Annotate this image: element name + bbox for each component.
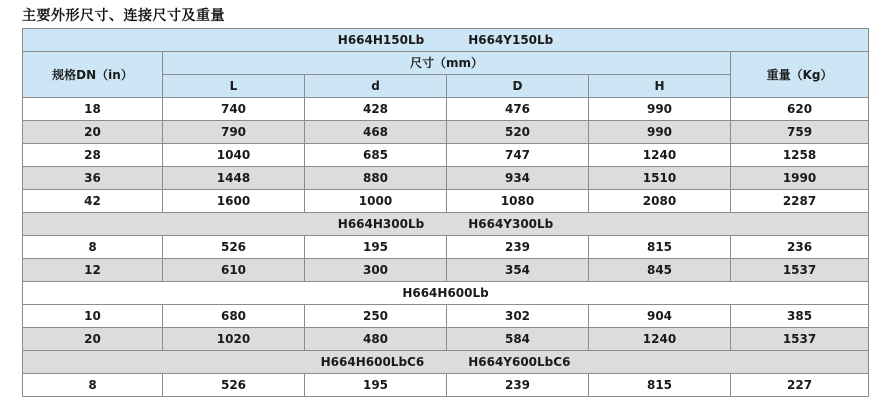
table-cell: 385 [731, 305, 869, 328]
table-cell: 1537 [731, 259, 869, 282]
model-header-cell [23, 213, 869, 236]
table-cell: 815 [589, 236, 731, 259]
table-cell: 747 [447, 144, 589, 167]
table-cell: 680 [163, 305, 305, 328]
table-cell: 1040 [163, 144, 305, 167]
table-cell: 250 [305, 305, 447, 328]
table-cell: 20 [23, 121, 163, 144]
table-cell: 934 [447, 167, 589, 190]
column-subheader: d [305, 75, 447, 98]
table-cell: 20 [23, 328, 163, 351]
table-row [23, 305, 869, 328]
table-cell: 584 [447, 328, 589, 351]
table-row [23, 190, 869, 213]
table-cell: 904 [589, 305, 731, 328]
table-cell: 468 [305, 121, 447, 144]
table-cell: 790 [163, 121, 305, 144]
table-row [23, 236, 869, 259]
table-cell: 526 [163, 236, 305, 259]
table-cell: 12 [23, 259, 163, 282]
table-cell: 8 [23, 374, 163, 397]
table-cell: 740 [163, 98, 305, 121]
table-cell: 1240 [589, 144, 731, 167]
table-cell: 2287 [731, 190, 869, 213]
model-name: H664Y150Lb [468, 33, 554, 47]
column-header-size: 尺寸（mm） [163, 52, 731, 75]
table-cell: 480 [305, 328, 447, 351]
table-cell: 620 [731, 98, 869, 121]
table-cell: 759 [731, 121, 869, 144]
table-cell: 195 [305, 374, 447, 397]
table-cell: 2080 [589, 190, 731, 213]
table-cell: 476 [447, 98, 589, 121]
table-cell: 1448 [163, 167, 305, 190]
table-row [23, 259, 869, 282]
table-cell: 18 [23, 98, 163, 121]
table-cell: 1000 [305, 190, 447, 213]
model-name: H664H300Lb [337, 217, 425, 231]
model-header-cell [23, 282, 869, 305]
table-cell: 195 [305, 236, 447, 259]
table-cell: 428 [305, 98, 447, 121]
table-row [23, 121, 869, 144]
spec-table-body [23, 29, 869, 397]
table-cell: 236 [731, 236, 869, 259]
table-cell: 227 [731, 374, 869, 397]
model-name: H664Y300Lb [468, 217, 554, 231]
column-header-row [23, 52, 869, 75]
table-cell: 1600 [163, 190, 305, 213]
spec-table [22, 28, 869, 397]
table-cell: 845 [589, 259, 731, 282]
table-cell: 300 [305, 259, 447, 282]
model-name: H664H600Lb [402, 286, 489, 300]
table-row [23, 328, 869, 351]
table-cell: 1080 [447, 190, 589, 213]
model-name: H664H150Lb [337, 33, 425, 47]
table-cell: 990 [589, 98, 731, 121]
table-cell: 526 [163, 374, 305, 397]
table-cell: 1510 [589, 167, 731, 190]
table-cell: 354 [447, 259, 589, 282]
column-subheader: D [447, 75, 589, 98]
table-cell: 36 [23, 167, 163, 190]
table-cell: 1240 [589, 328, 731, 351]
table-cell: 1537 [731, 328, 869, 351]
table-row [23, 144, 869, 167]
column-header-dn: 规格DN（in） [23, 52, 163, 98]
column-subheader: L [163, 75, 305, 98]
table-cell: 302 [447, 305, 589, 328]
table-cell: 28 [23, 144, 163, 167]
model-header-row [23, 213, 869, 236]
column-header-weight: 重量（Kg） [731, 52, 869, 98]
table-cell: 685 [305, 144, 447, 167]
table-cell: 42 [23, 190, 163, 213]
table-cell: 610 [163, 259, 305, 282]
table-cell: 1990 [731, 167, 869, 190]
model-name: H664H600LbC6 [320, 355, 425, 369]
model-name: H664Y600LbC6 [468, 355, 571, 369]
table-cell: 8 [23, 236, 163, 259]
table-row [23, 167, 869, 190]
table-cell: 239 [447, 374, 589, 397]
model-header-cell [23, 29, 869, 52]
table-cell: 880 [305, 167, 447, 190]
model-header-row [23, 29, 869, 52]
table-cell: 520 [447, 121, 589, 144]
table-row [23, 98, 869, 121]
table-row [23, 374, 869, 397]
column-subheader: H [589, 75, 731, 98]
model-header-row [23, 351, 869, 374]
table-cell: 1020 [163, 328, 305, 351]
table-cell: 10 [23, 305, 163, 328]
table-cell: 1258 [731, 144, 869, 167]
page-title: 主要外形尺寸、连接尺寸及重量 [22, 8, 225, 24]
table-cell: 239 [447, 236, 589, 259]
model-header-row [23, 282, 869, 305]
table-cell: 990 [589, 121, 731, 144]
model-header-cell [23, 351, 869, 374]
table-cell: 815 [589, 374, 731, 397]
